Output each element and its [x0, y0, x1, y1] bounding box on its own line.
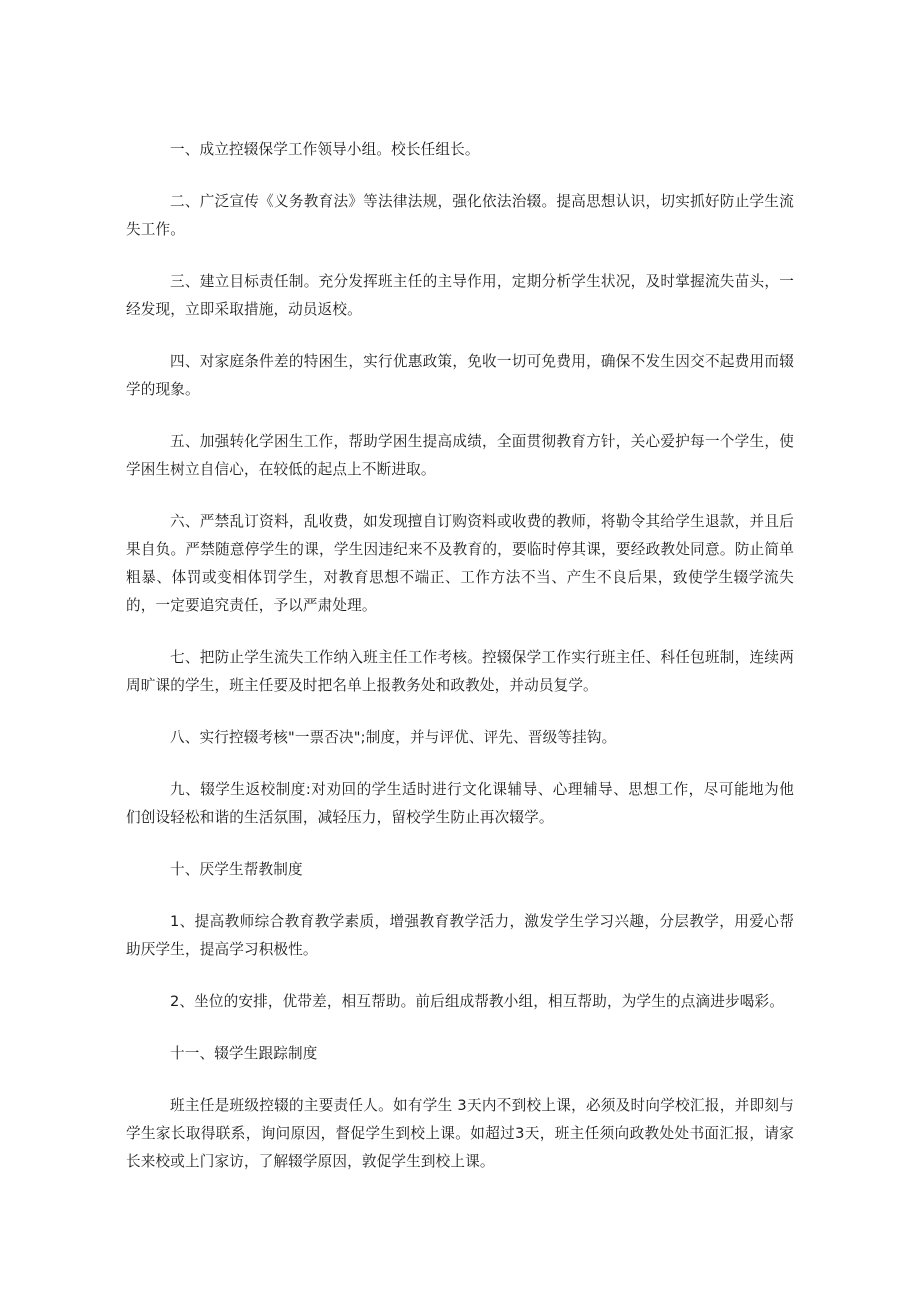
paragraph-14: 班主任是班级控辍的主要责任人。如有学生 3天内不到校上课，必须及时向学校汇报，并即刻与学生家长取得联系，询问原因，督促学生到校上课。如超过3天，班主任须向政教处处书面汇报，请家长来校或上门家访，了解辍学原因，敦促学生到校上课。 — [126, 1097, 794, 1170]
paragraph-10: 十、厌学生帮教制度 — [170, 861, 303, 878]
paragraph-3: 三、建立目标责任制。充分发挥班主任的主导作用，定期分析学生状况，及时掌握流失苗头，一经发现，立即采取措施，动员返校。 — [126, 273, 794, 318]
paragraph-8: 八、实行控辍考核"一票否决";制度，并与评优、评先、晋级等挂钩。 — [170, 729, 617, 746]
paragraph-12: 2、坐位的安排，优带差，相互帮助。前后组成帮教小组，相互帮助，为学生的点滴进步喝彩。 — [170, 993, 784, 1010]
paragraph-5: 五、加强转化学困生工作，帮助学困生提高成绩，全面贯彻教育方针，关心爱护每一个学生，使学困生树立自信心，在较低的起点上不断进取。 — [126, 433, 794, 478]
paragraph-9: 九、辍学生返校制度:对劝回的学生适时进行文化课辅导、心理辅导、思想工作，尽可能地为他们创设轻松和谐的生活氛围，减轻压力，留校学生防止再次辍学。 — [126, 781, 794, 826]
document-body — [126, 136, 794, 1200]
paragraph-7: 七、把防止学生流失工作纳入班主任工作考核。控辍保学工作实行班主任、科任包班制，连续两周旷课的学生，班主任要及时把名单上报教务处和政教处，并动员复学。 — [126, 649, 794, 694]
paragraph-11: 1、提高教师综合教育教学素质，增强教育教学活力，激发学生学习兴趣，分层教学，用爱心帮助厌学生，提高学习积极性。 — [126, 913, 794, 958]
paragraph-2: 二、广泛宣传《义务教育法》等法律法规，强化依法治辍。提高思想认识，切实抓好防止学生流失工作。 — [126, 193, 794, 238]
paragraph-4: 四、对家庭条件差的特困生，实行优惠政策，免收一切可免费用，确保不发生因交不起费用而辍学的现象。 — [126, 353, 794, 398]
paragraph-1: 一、成立控辍保学工作领导小组。校长任组长。 — [170, 141, 480, 158]
paragraph-13: 十一、辍学生跟踪制度 — [170, 1045, 318, 1062]
paragraph-6: 六、严禁乱订资料，乱收费，如发现擅自订购资料或收费的教师，将勒令其给学生退款，并且后果自负。严禁随意停学生的课，学生因违纪来不及教育的，要临时停其课，要经政教处同意。防止简单粗暴、体罚或变相体罚学生，对教育思想不端正、工作方法不当、产生不良后果，致使学生辍学流失的，一定要追究责任，予以严肃处理。 — [126, 513, 794, 614]
